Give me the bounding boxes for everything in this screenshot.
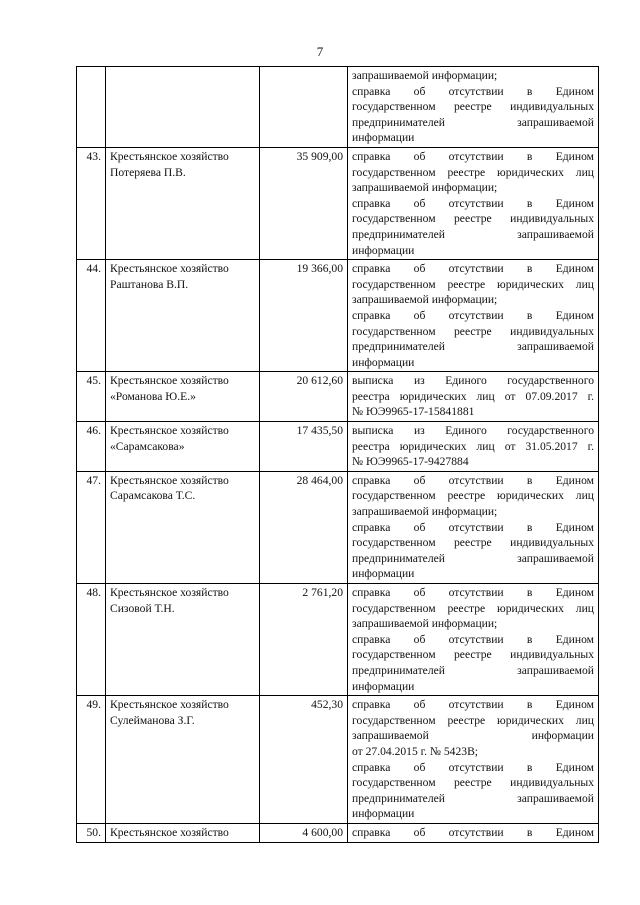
holder-name-line: Потеряева П.В. (110, 165, 186, 179)
table-row (77, 147, 599, 259)
holder-name-line: Крестьянское хозяйство (110, 424, 229, 438)
document-line: запрашиваемой информации; (352, 617, 498, 631)
document-cell (348, 584, 599, 696)
document-line: предпринимателей запрашиваемой (352, 551, 594, 565)
row-number: 50. (77, 823, 106, 842)
document-cell (348, 422, 599, 472)
row-number: 49. (77, 696, 106, 824)
document-line: государственном реестре юридических лиц (352, 277, 594, 291)
document-line: государственном реестре индивидуальных (352, 648, 594, 662)
document-line: государственном реестре юридических лиц (352, 601, 594, 615)
document-line: государственном реестре индивидуальных (352, 100, 594, 114)
document-cell (348, 147, 599, 259)
holder-name-line: Крестьянское хозяйство (110, 262, 229, 276)
document-line: предпринимателей запрашиваемой (352, 115, 594, 129)
document-line: предпринимателей запрашиваемой (352, 791, 594, 805)
document-line: государственном реестре индивидуальных (352, 324, 594, 338)
row-number: 47. (77, 471, 106, 583)
document-line: справка об отсутствии в Едином (352, 84, 594, 98)
table-row (77, 823, 599, 842)
document-line: от 27.04.2015 г. № 5423В; (352, 744, 479, 758)
holder-name-cell (106, 471, 260, 583)
document-line: справка об отсутствии в Едином (352, 149, 594, 163)
amount-cell: 17 435,50 (260, 422, 348, 472)
amount-cell: 4 600,00 (260, 823, 348, 842)
document-line: государственном реестре индивидуальных (352, 776, 594, 790)
holder-name-line: Сизовой Т.Н. (110, 601, 175, 615)
document-cell (348, 260, 599, 372)
table-row (77, 372, 599, 422)
table-row (77, 584, 599, 696)
registry-table-body (77, 67, 599, 843)
holder-name-line: Сарамсакова Т.С. (110, 489, 196, 503)
document-line: № ЮЭ9965-17-9427884 (352, 455, 469, 469)
document-line: информации (352, 567, 415, 581)
document-line: справка об отсутствии в Едином (352, 698, 594, 712)
holder-name-line: Крестьянское хозяйство (110, 473, 229, 487)
row-number: 45. (77, 372, 106, 422)
holder-name-cell (106, 584, 260, 696)
document-line: государственном реестре юридических лиц (352, 489, 594, 503)
holder-name-cell (106, 260, 260, 372)
holder-name-line: Крестьянское хозяйство (110, 825, 229, 839)
document-line: информации (352, 131, 415, 145)
document-line: государственном реестре индивидуальных (352, 536, 594, 550)
holder-name-cell (106, 422, 260, 472)
document-line: предпринимателей запрашиваемой (352, 227, 594, 241)
amount-cell: 35 909,00 (260, 147, 348, 259)
holder-name-cell (106, 67, 260, 148)
document-line: реестра юридических лиц от 07.09.2017 г. (352, 389, 594, 403)
document-line: запрашиваемой информации; (352, 293, 498, 307)
table-row (77, 696, 599, 824)
document-cell (348, 372, 599, 422)
holder-name-line: Сулейманова З.Г. (110, 713, 195, 727)
holder-name-line: «Сарамсакова» (110, 439, 185, 453)
document-line: справка об отсутствии в Едином (352, 308, 594, 322)
document-line: реестра юридических лиц от 31.05.2017 г. (352, 439, 594, 453)
document-line: справка об отсутствии в Едином (352, 520, 594, 534)
document-line: государственном реестре индивидуальных (352, 212, 594, 226)
document-line: информации (352, 355, 415, 369)
holder-name-line: Раштанова В.П. (110, 277, 189, 291)
document-line: запрашиваемой информации (352, 729, 594, 743)
document-line: государственном реестре юридических лиц (352, 713, 594, 727)
document-cell (348, 471, 599, 583)
document-line: запрашиваемой информации; (352, 69, 498, 82)
amount-cell: 2 761,20 (260, 584, 348, 696)
document-line: справка об отсутствии в Едином (352, 825, 594, 839)
table-row (77, 67, 599, 148)
document-line: справка об отсутствии в Едином (352, 760, 594, 774)
document-cell (348, 823, 599, 842)
document-line: выписка из Единого государственного (352, 374, 594, 388)
document-line: справка об отсутствии в Едином (352, 262, 594, 276)
holder-name-cell (106, 372, 260, 422)
document-line: справка об отсутствии в Едином (352, 473, 594, 487)
amount-cell: 28 464,00 (260, 471, 348, 583)
document-line: запрашиваемой информации; (352, 181, 498, 195)
table-row (77, 260, 599, 372)
holder-name-line: Крестьянское хозяйство (110, 149, 229, 163)
amount-cell: 20 612,60 (260, 372, 348, 422)
row-number: 44. (77, 260, 106, 372)
amount-cell: 19 366,00 (260, 260, 348, 372)
registry-table (76, 66, 599, 843)
row-number: 48. (77, 584, 106, 696)
holder-name-line: «Романова Ю.Е.» (110, 389, 196, 403)
document-line: справка об отсутствии в Едином (352, 196, 594, 210)
document-line: государственном реестре юридических лиц (352, 165, 594, 179)
document-line: предпринимателей запрашиваемой (352, 663, 594, 677)
document-line: выписка из Единого государственного (352, 424, 594, 438)
document-line: информации (352, 679, 415, 693)
document-cell (348, 696, 599, 824)
amount-cell (260, 67, 348, 148)
table-row (77, 422, 599, 472)
amount-cell: 452,30 (260, 696, 348, 824)
holder-name-cell (106, 823, 260, 842)
document-line: информации (352, 243, 415, 257)
holder-name-cell (106, 147, 260, 259)
table-row (77, 471, 599, 583)
row-number: 46. (77, 422, 106, 472)
document-line: справка об отсутствии в Едином (352, 586, 594, 599)
document-line: справка об отсутствии в Едином (352, 632, 594, 646)
document-line: информации (352, 807, 415, 821)
holder-name-line: Крестьянское хозяйство (110, 586, 229, 599)
page-number: 7 (316, 44, 324, 59)
document-line: предпринимателей запрашиваемой (352, 340, 594, 354)
document-line: запрашиваемой информации; (352, 505, 498, 519)
holder-name-line: Крестьянское хозяйство (110, 698, 229, 712)
row-number (77, 67, 106, 148)
document-cell (348, 67, 599, 148)
holder-name-line: Крестьянское хозяйство (110, 374, 229, 388)
row-number: 43. (77, 147, 106, 259)
document-line: № ЮЭ9965-17-15841881 (352, 405, 475, 419)
holder-name-cell (106, 696, 260, 824)
